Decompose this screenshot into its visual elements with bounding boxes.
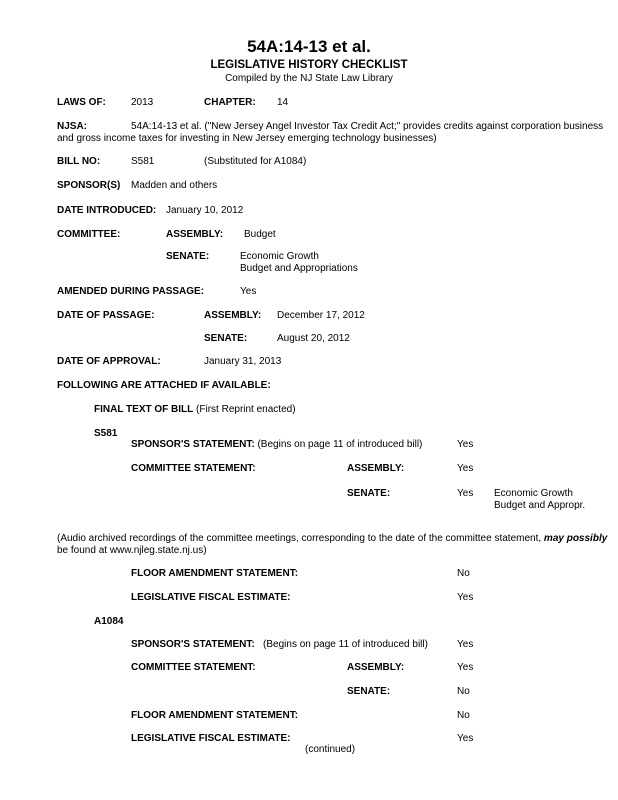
- a1084-fiscal-value: Yes: [457, 733, 474, 744]
- compiled-by: Compiled by the NJ State Law Library: [225, 73, 393, 84]
- passage-senate-label: SENATE:: [204, 333, 248, 344]
- s581-fiscal-label: LEGISLATIVE FISCAL ESTIMATE:: [131, 592, 291, 603]
- s581-fiscal-value: Yes: [457, 592, 474, 603]
- s581-senate-committee-1: Economic Growth: [494, 488, 573, 499]
- final-text-line: [94, 404, 296, 416]
- a1084-committee-statement-label: COMMITTEE STATEMENT:: [131, 662, 256, 673]
- s581-senate-label: SENATE:: [347, 488, 391, 499]
- s581-sponsor-statement-note: (Begins on page 11 of introduced bill): [257, 439, 423, 450]
- committee-senate-value-1: Economic Growth: [240, 251, 319, 262]
- document-subtitle: LEGISLATIVE HISTORY CHECKLIST: [210, 59, 408, 71]
- sponsors-label: SPONSOR(S): [57, 180, 121, 191]
- a1084-fiscal-label: LEGISLATIVE FISCAL ESTIMATE:: [131, 733, 291, 744]
- continued-note: (continued): [305, 744, 356, 755]
- bill-no-value: S581: [131, 156, 155, 167]
- audio-note-line2: be found at www.njleg.state.nj.us): [57, 545, 207, 556]
- final-text-note: (First Reprint enacted): [196, 404, 296, 415]
- a1084-senate-value: No: [457, 686, 470, 697]
- s581-assembly-label: ASSEMBLY:: [347, 463, 405, 474]
- sponsors-value: Madden and others: [131, 180, 218, 191]
- passage-assembly-label: ASSEMBLY:: [204, 310, 262, 321]
- document-title: 54A:14-13 et al.: [247, 37, 371, 56]
- audio-note-line1: [57, 533, 607, 545]
- amended-label: AMENDED DURING PASSAGE:: [57, 286, 205, 297]
- committee-label: COMMITTEE:: [57, 229, 121, 240]
- date-introduced-label: DATE INTRODUCED:: [57, 205, 157, 216]
- bill-no-label: BILL NO:: [57, 156, 101, 167]
- a1084-sponsor-statement: [131, 639, 428, 651]
- s581-senate-committee-2: Budget and Appropr.: [494, 500, 586, 511]
- s581-committee-statement-label: COMMITTEE STATEMENT:: [131, 463, 256, 474]
- committee-senate-label: SENATE:: [166, 251, 210, 262]
- s581-floor-value: No: [457, 568, 470, 579]
- passage-senate-value: August 20, 2012: [277, 333, 350, 344]
- laws-of-label: LAWS OF:: [57, 97, 106, 108]
- date-introduced-value: January 10, 2012: [166, 205, 244, 216]
- date-of-approval-label: DATE OF APPROVAL:: [57, 356, 161, 367]
- following-heading: FOLLOWING ARE ATTACHED IF AVAILABLE:: [57, 380, 271, 391]
- a1084-senate-label: SENATE:: [347, 686, 391, 697]
- a1084-floor-label: FLOOR AMENDMENT STATEMENT:: [131, 710, 299, 721]
- s581-label: S581: [94, 428, 118, 439]
- njsa-line1: 54A:14-13 et al. ("New Jersey Angel Investor Tax Credit Act;" provides credits against corporation business: [131, 121, 604, 132]
- date-of-approval-value: January 31, 2013: [204, 356, 282, 367]
- a1084-floor-value: No: [457, 710, 470, 721]
- date-of-passage-label: DATE OF PASSAGE:: [57, 310, 155, 321]
- bill-no-note: (Substituted for A1084): [204, 156, 307, 167]
- s581-senate-value: Yes: [457, 488, 474, 499]
- a1084-sponsor-statement-label: SPONSOR'S STATEMENT:: [131, 639, 255, 650]
- a1084-assembly-value: Yes: [457, 662, 474, 673]
- final-text-label: FINAL TEXT OF BILL: [94, 404, 194, 415]
- s581-assembly-value: Yes: [457, 463, 474, 474]
- s581-floor-label: FLOOR AMENDMENT STATEMENT:: [131, 568, 299, 579]
- amended-value: Yes: [240, 286, 257, 297]
- passage-assembly-value: December 17, 2012: [277, 310, 365, 321]
- audio-note-text: (Audio archived recordings of the committee meetings, corresponding to the date of the committee statement,: [57, 533, 544, 544]
- chapter-label: CHAPTER:: [204, 97, 256, 108]
- committee-assembly-label: ASSEMBLY:: [166, 229, 224, 240]
- njsa-label: NJSA:: [57, 121, 88, 132]
- committee-senate-value-2: Budget and Appropriations: [240, 263, 358, 274]
- njsa-line2: and gross income taxes for investing in New Jersey emerging technology businesses): [57, 133, 437, 144]
- a1084-sponsor-statement-note: (Begins on page 11 of introduced bill): [263, 639, 428, 650]
- a1084-sponsor-statement-value: Yes: [457, 639, 474, 650]
- committee-assembly-value: Budget: [244, 229, 276, 240]
- laws-of-value: 2013: [131, 97, 154, 108]
- s581-sponsor-statement: [131, 439, 422, 451]
- s581-sponsor-statement-value: Yes: [457, 439, 474, 450]
- s581-sponsor-statement-label: SPONSOR'S STATEMENT:: [131, 439, 255, 450]
- a1084-assembly-label: ASSEMBLY:: [347, 662, 405, 673]
- audio-note-emphasis: may possibly: [543, 533, 608, 544]
- chapter-value: 14: [277, 97, 289, 108]
- a1084-label: A1084: [94, 616, 124, 627]
